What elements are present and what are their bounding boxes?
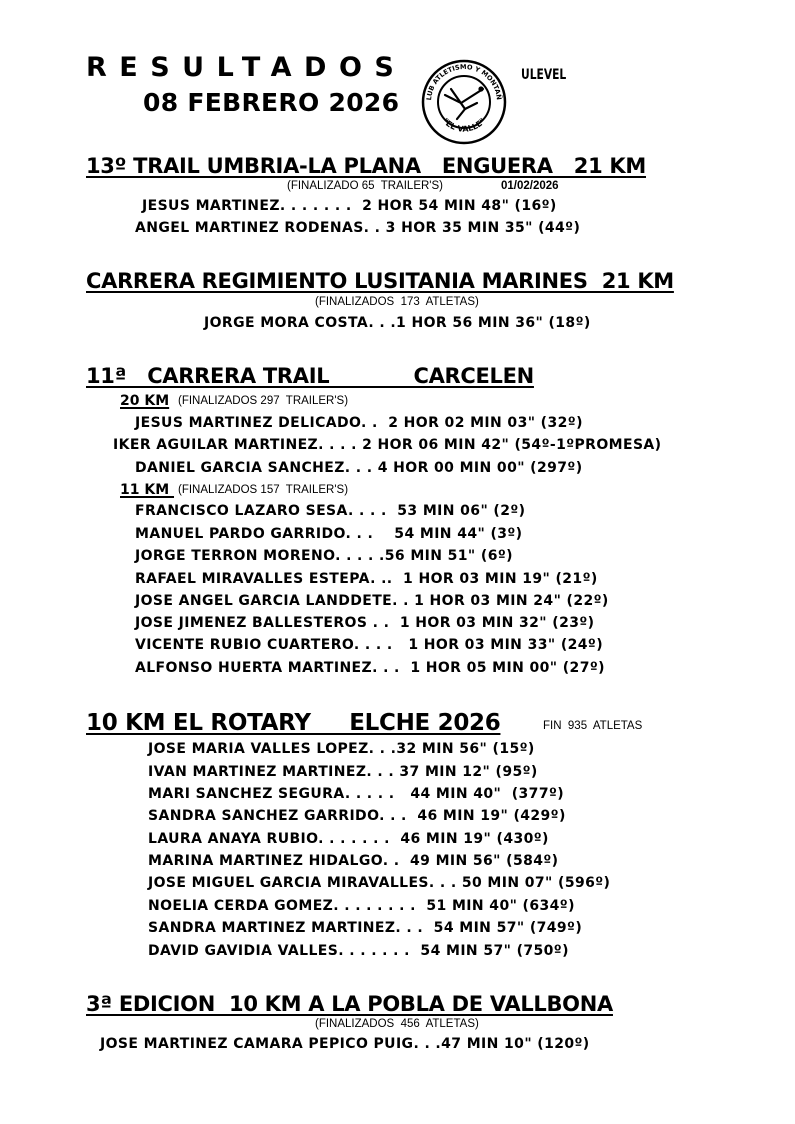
section-title: 13º TRAIL UMBRIA-LA PLANA ENGUERA 21 KM bbox=[86, 154, 646, 178]
result-row: JOSE MARIA VALLES LOPEZ. . .32 MIN 56" (15º) bbox=[148, 741, 535, 757]
result-row: NOELIA CERDA GOMEZ. . . . . . . . 51 MIN 40" (634º) bbox=[148, 898, 575, 914]
section-title: 10 KM EL ROTARY ELCHE 2026 bbox=[86, 710, 501, 736]
result-row: MARINA MARTINEZ HIDALGO. . 49 MIN 56" (584º) bbox=[148, 853, 559, 869]
result-row: SANDRA MARTINEZ MARTINEZ. . . 54 MIN 57" (749º) bbox=[148, 920, 583, 936]
result-row: JOSE ANGEL GARCIA LANDDETE. . 1 HOR 03 MIN 24" (22º) bbox=[135, 593, 609, 609]
result-row: MANUEL PARDO GARRIDO. . . 54 MIN 44" (3º) bbox=[135, 526, 523, 542]
logo-ring-bottom-text: "EL VALLE" bbox=[441, 116, 488, 134]
result-row: LAURA ANAYA RUBIO. . . . . . . 46 MIN 19" (430º) bbox=[148, 831, 549, 847]
result-row: ANGEL MARTINEZ RODENAS. . 3 HOR 35 MIN 35" (44º) bbox=[135, 220, 581, 236]
result-row: JESUS MARTINEZ. . . . . . . 2 HOR 54 MIN 48" (16º) bbox=[142, 198, 557, 214]
result-row: JOSE MIGUEL GARCIA MIRAVALLES. . . 50 MIN 07" (596º) bbox=[148, 875, 611, 891]
race-date: 01/02/2026 bbox=[501, 180, 559, 192]
results-date: 08 FEBRERO 2026 bbox=[143, 88, 400, 117]
result-row: DANIEL GARCIA SANCHEZ. . . 4 HOR 00 MIN 00" (297º) bbox=[135, 460, 583, 476]
result-row: JOSE MARTINEZ CAMARA PEPICO PUIG. . .47 MIN 10" (120º) bbox=[100, 1036, 590, 1052]
result-row: VICENTE RUBIO CUARTERO. . . . 1 HOR 03 MIN 33" (24º) bbox=[135, 637, 603, 653]
section-title: CARRERA REGIMIENTO LUSITANIA MARINES 21 KM bbox=[86, 269, 674, 293]
logo-ring-top-text: LUB ATLETISMO Y MONTAÑ bbox=[425, 62, 504, 101]
result-row: SANDRA SANCHEZ GARRIDO. . . 46 MIN 19" (429º) bbox=[148, 808, 566, 824]
section-title: 3ª EDICION 10 KM A LA POBLA DE VALLBONA bbox=[86, 992, 613, 1016]
finishers-note: FIN 935 ATLETAS bbox=[543, 720, 643, 732]
finishers-note: (FINALIZADOS 173 ATLETAS) bbox=[315, 296, 479, 308]
result-row: MARI SANCHEZ SEGURA. . . . . 44 MIN 40" (377º) bbox=[148, 786, 565, 802]
result-row: JORGE MORA COSTA. . .1 HOR 56 MIN 36" (18º) bbox=[204, 315, 591, 331]
sponsor-logo: ULEVEL bbox=[521, 67, 567, 83]
result-row: DAVID GAVIDIA VALLES. . . . . . . 54 MIN 57" (750º) bbox=[148, 943, 569, 959]
svg-text:CLUB ATLETISMO Y MONTAÑA bbox=[421, 59, 504, 101]
runner-icon bbox=[445, 86, 484, 119]
page-title: RESULTADOS bbox=[86, 52, 407, 83]
section-title: 11ª CARRERA TRAIL CARCELEN bbox=[86, 364, 534, 388]
result-row: IVAN MARTINEZ MARTINEZ. . . 37 MIN 12" (95º) bbox=[148, 764, 538, 780]
finishers-note: (FINALIZADOS 297 TRAILER'S) bbox=[178, 395, 349, 407]
result-row: JESUS MARTINEZ DELICADO. . 2 HOR 02 MIN 03" (32º) bbox=[135, 415, 583, 431]
result-row: JORGE TERRON MORENO. . . . .56 MIN 51" (6º) bbox=[135, 548, 513, 564]
svg-text:"EL VALLE" bbox=[441, 117, 487, 134]
finishers-note: (FINALIZADOS 456 ATLETAS) bbox=[315, 1018, 479, 1030]
distance-label: 20 KM bbox=[120, 393, 170, 409]
result-row: JOSE JIMENEZ BALLESTEROS . . 1 HOR 03 MIN 32" (23º) bbox=[135, 615, 595, 631]
distance-label: 11 KM bbox=[120, 482, 175, 498]
result-row: FRANCISCO LAZARO SESA. . . . 53 MIN 06" (2º) bbox=[135, 503, 526, 519]
finishers-note: (FINALIZADO 65 TRAILER'S) bbox=[287, 180, 443, 192]
finishers-note: (FINALIZADOS 157 TRAILER'S) bbox=[178, 484, 349, 496]
club-logo-icon bbox=[421, 59, 507, 145]
club-logo bbox=[411, 40, 504, 134]
result-row: IKER AGUILAR MARTINEZ. . . . 2 HOR 06 MIN 42" (54º-1ºPROMESA) bbox=[113, 437, 662, 453]
result-row: RAFAEL MIRAVALLES ESTEPA. .. 1 HOR 03 MIN 19" (21º) bbox=[135, 571, 598, 587]
result-row: ALFONSO HUERTA MARTINEZ. . . 1 HOR 05 MIN 00" (27º) bbox=[135, 660, 605, 676]
